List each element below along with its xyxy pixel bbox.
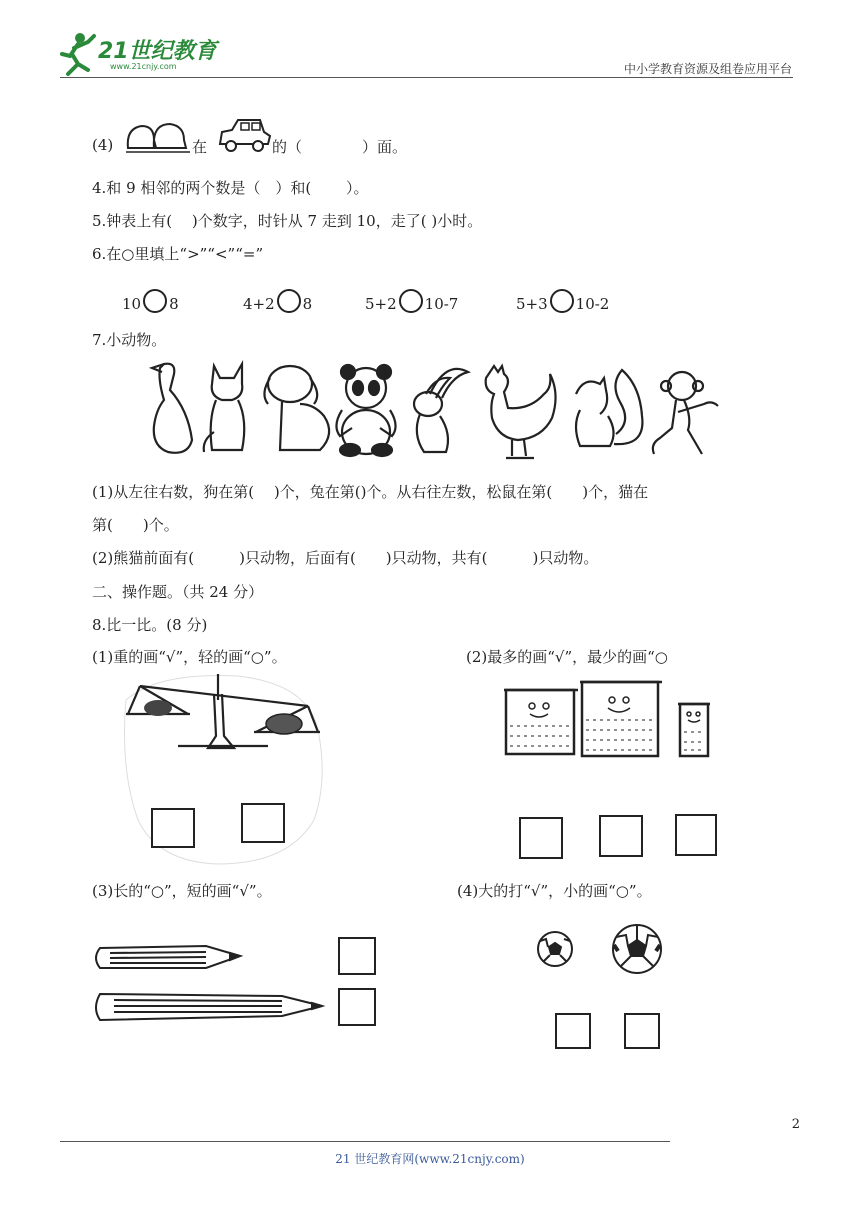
q8-title: 8.比一比。(8 分) [92, 616, 208, 634]
platform-name: 中小学教育资源及组卷应用平台 [623, 62, 792, 76]
q6-title: 6.在○里填上“>”“<”“=” [92, 245, 264, 263]
squirrel-icon [576, 370, 642, 446]
answer-box-container-2[interactable] [599, 815, 643, 857]
rooster-icon [486, 366, 556, 458]
toy-car-icon [216, 114, 272, 156]
q3-tail: ）面。 [362, 138, 408, 156]
animals-illustration [148, 360, 728, 468]
compare-left: 5+3 [516, 295, 548, 313]
q7-title: 7.小动物。 [92, 331, 167, 349]
compare-left: 5+2 [365, 295, 397, 313]
header-divider [60, 77, 793, 78]
answer-box-ball-small[interactable] [555, 1013, 591, 1049]
pencils-illustration [90, 940, 326, 1026]
goose-icon [152, 364, 192, 453]
compare-right: 10-2 [575, 295, 610, 313]
compare-item-4 [516, 289, 609, 313]
monkey-icon [653, 372, 718, 454]
compare-left: 4+2 [243, 295, 275, 313]
compare-left: 10 [122, 295, 142, 313]
answer-box-scale-right[interactable] [241, 803, 285, 843]
q5-text: 5.钟表上有( )个数字，时针从 7 走到 10，走了( )小时。 [92, 212, 483, 230]
q7-part2: (2)熊猫前面有( )只动物，后面有( )只动物，共有( )只动物。 [92, 549, 599, 567]
q7-part1-line1: (1)从左往右数，狗在第( )个，兔在第()个。从右往左数，松鼠在第( )个，猫在 [92, 483, 649, 501]
compare-item-1 [122, 289, 179, 313]
balance-scale-illustration [118, 670, 330, 866]
heavy-object-icon [266, 714, 302, 734]
light-object-icon [144, 700, 172, 716]
answer-box-scale-left[interactable] [151, 808, 195, 848]
q4-text: 4.和 9 相邻的两个数是（ ）和( ）。 [92, 179, 369, 197]
answer-box-container-1[interactable] [519, 817, 563, 859]
compare-right: 8 [169, 295, 179, 313]
logo-text: 21世纪教育 [98, 39, 217, 64]
q3-prefix: (4) [92, 136, 114, 154]
compare-item-3 [365, 289, 458, 313]
rabbit-icon [414, 369, 468, 452]
footer-text[interactable]: 21 世纪教育网(www.21cnjy.com) [335, 1152, 525, 1166]
q8-sub1: (1)重的画“√”，轻的画“○”。 [92, 648, 287, 666]
q7-part1-line2: 第( )个。 [92, 516, 179, 534]
answer-box-container-3[interactable] [675, 814, 717, 856]
answer-box-pencil-short[interactable] [338, 937, 376, 975]
runner-icon [58, 32, 98, 76]
compare-right: 8 [302, 295, 313, 313]
compare-item-2 [243, 289, 312, 313]
q3-item4 [92, 136, 113, 154]
q3-after-text [272, 136, 407, 157]
answer-circle[interactable] [550, 289, 574, 313]
page-number: 2 [791, 1117, 800, 1132]
answer-box-pencil-long[interactable] [338, 988, 376, 1026]
site-logo [58, 32, 228, 78]
q3-after: 的（ [272, 138, 303, 156]
section2-title: 二、操作题。（共 24 分） [92, 583, 264, 601]
answer-circle[interactable] [277, 289, 301, 313]
compare-right: 10-7 [424, 295, 459, 313]
q8-sub3: (3)长的“○”，短的画“√”。 [92, 882, 272, 900]
q8-sub4: (4)大的打“√”，小的画“○”。 [457, 882, 652, 900]
dog-icon [264, 366, 329, 450]
footer-divider [60, 1141, 670, 1142]
slippers-icon [124, 118, 192, 156]
cat-icon [204, 364, 245, 452]
panda-icon [336, 365, 395, 456]
containers-illustration [500, 676, 720, 764]
answer-box-ball-large[interactable] [624, 1013, 660, 1049]
q3-mid-text: 在 [192, 138, 208, 156]
answer-circle[interactable] [399, 289, 423, 313]
balls-illustration [536, 923, 666, 977]
q8-sub2: (2)最多的画“√”，最少的画“○ [466, 648, 668, 666]
logo-url: www.21cnjy.com [110, 62, 177, 71]
answer-circle[interactable] [143, 289, 167, 313]
